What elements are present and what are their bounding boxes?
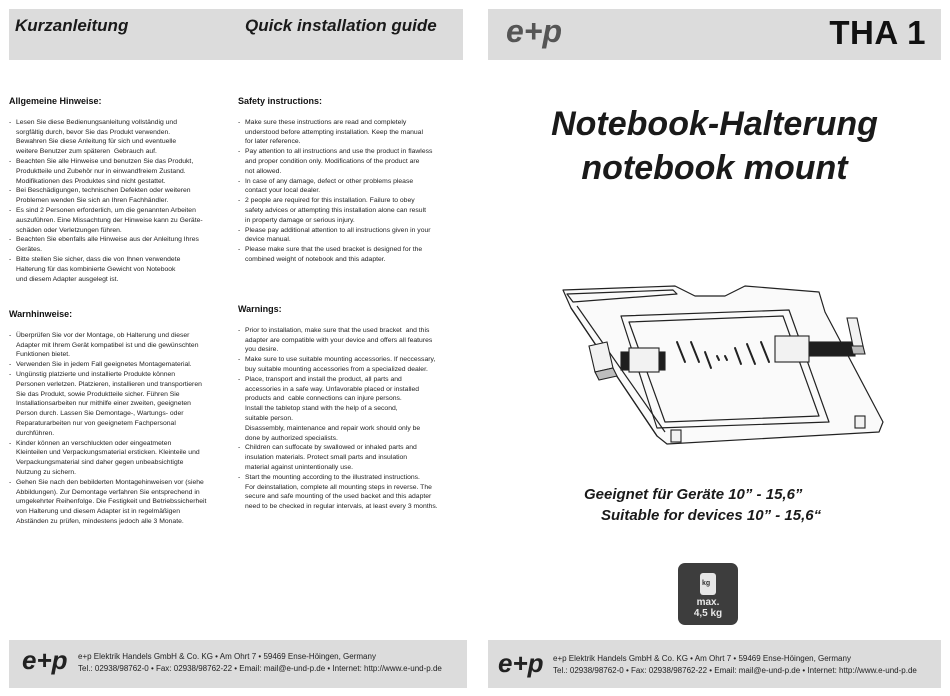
- footer-company-line: e+p Elektrik Handels GmbH & Co. KG • Am Ohrt 7 • 59469 Ense-Höingen, Germany: [553, 654, 851, 663]
- list-item: - Pay attention to all instructions and use the product in flawless and proper condition only. Modifications of the product are not allowed.: [238, 147, 468, 176]
- title-kurzanleitung: Kurzanleitung: [15, 16, 129, 35]
- footer-company-line: e+p Elektrik Handels GmbH & Co. KG • Am Ohrt 7 • 59469 Ense-Höingen, Germany: [78, 652, 376, 661]
- list-item: - Start the mounting according to the illustrated instructions. For deinstallation, complete all mounting steps in reverse. The secure and safe mounting of the used backet and this adapter need to be checked in regular intervals, at least every 3 months.: [238, 473, 468, 512]
- list-item: - Children can suffocate by swallowed or inhaled parts and insulation materials. Protect small parts and insulation material against unintentionally use.: [238, 443, 468, 472]
- list-item: - Bitte stellen Sie sicher, dass die von Ihnen verwendete Halterung für das kombinierte Gewicht von Notebook und diesem Adapter ausgelegt ist.: [9, 255, 234, 284]
- list-item: - Make sure these instructions are read and completely understood before attempting installation. Keep the manual for later reference.: [238, 118, 468, 147]
- section-general-notes-de: [9, 97, 234, 284]
- section-warnings-de: [9, 310, 234, 527]
- footer-contact-line: Tel.: 02938/98762-0 • Fax: 02938/98762-22 • Email: mail@e-und-p.de • Internet: http://www.e-und-p.de: [553, 666, 917, 675]
- footer-logo-right: e+p: [498, 648, 544, 678]
- section-heading: Warnhinweise:: [9, 309, 73, 319]
- brand-logo: e+p: [506, 13, 563, 49]
- max-label: max.: [696, 597, 720, 608]
- suitable-devices-en: Suitable for devices 10” - 15,6“: [601, 507, 822, 524]
- list-item: - Kinder können an verschluckten oder eingeatmeten Kleinteilen und Verpackungsmaterial ersticken. Kleinteile und Verpackungsmaterial sind daher gegen unbeabsichtigte Nutzung zu sichern.: [9, 439, 234, 478]
- list-item: - Gehen Sie nach den bebilderten Montagehinweisen vor (siehe Abbildungen). Zur Demontage verfahren Sie entsprechend in umgekehrter Reihenfolge. Die Festigkeit und Betriebssicherheit von Halterung und diesem Adapter ist in regelmäßigen Abständen zu prüfen, mindestens jedoch alle 3 Monate.: [9, 478, 234, 527]
- footer-address-right: [553, 653, 917, 677]
- list-item: - Lesen Sie diese Bedienungsanleitung vollständig und sorgfältig durch, bevor Sie das Produkt verwenden. Bewahren Sie diese Anleitung für sich und eventuelle weitere Benutzer zum späteren Gebrauch auf.: [9, 118, 234, 157]
- product-title-en: notebook mount: [581, 149, 848, 187]
- max-weight-badge: [678, 563, 738, 625]
- list-item: - In case of any damage, defect or other problems please contact your local dealer.: [238, 177, 468, 197]
- list-item: - Es sind 2 Personen erforderlich, um die genannten Arbeiten auszuführen. Eine Missachtung der Hinweise kann zu Geräte- schäden oder Verletzungen führen.: [9, 206, 234, 235]
- list-item: - Prior to installation, make sure that the used bracket and this adapter are compatible with your device and offers all features you desire.: [238, 326, 468, 355]
- list-item: - Ungünstig platzierte und installierte Produkte können Personen verletzen. Platzieren, installieren und transportieren Sie das Produkt, sowie Produktteile sicher. Führen Sie Installationsarbeiten nur mithilfe einer zweiten, geeigneten Person durch. Lassen Sie Demontage-, Wartungs- oder Reparaturarbeiten nur von geeignetem Fachpersonal durchführen.: [9, 370, 234, 439]
- section-heading: Warnings:: [238, 304, 282, 314]
- list-item: - 2 people are required for this installation. Failure to obey safety advices or attempting this installation alone can result in property damage or serious injury.: [238, 196, 468, 225]
- product-title-de: Notebook-Halterung: [551, 105, 878, 143]
- list-item: - Please pay additional attention to all instructions given in your device manual.: [238, 226, 468, 246]
- footer-logo-left: e+p: [22, 645, 68, 675]
- list-item: - Place, transport and install the product, all parts and accessories in a safe way. Unfavorable placed or installed products and cable connections can injure persons. Install the tabletop stand with the help of a second, suitable person. Disassembly, maintenance and repair work should only be done by authorized specialists.: [238, 375, 468, 444]
- footer-contact-line: Tel.: 02938/98762-0 • Fax: 02938/98762-22 • Email: mail@e-und-p.de • Internet: http://www.e-und-p.de: [78, 664, 442, 673]
- list-item: - Überprüfen Sie vor der Montage, ob Halterung und dieser Adapter mit Ihrem Gerät kompatibel ist und die gewünschten Funktionen bietet.: [9, 331, 234, 360]
- max-weight-value: 4,5 kg: [693, 608, 723, 619]
- footer-address-left: [78, 651, 442, 675]
- list-item: - Make sure to use suitable mounting accessories. If neccessary, buy suitable mounting accessories from a specialized dealer.: [238, 355, 468, 375]
- list-item: - Please make sure that the used bracket is designed for the combined weight of notebook and this adapter.: [238, 245, 468, 265]
- model-number: THA 1: [829, 14, 926, 51]
- list-item: - Beachten Sie alle Hinweise und benutzen Sie das Produkt, Produktteile und Zubehör nur in einwandfreiem Zustand. Modifikationen des Produktes sind nicht gestattet.: [9, 157, 234, 186]
- weight-icon: kg: [700, 573, 716, 595]
- section-safety-instructions-en: [238, 97, 468, 265]
- suitable-devices-de: Geeignet für Geräte 10” - 15,6”: [584, 486, 803, 503]
- list-item: - Beachten Sie ebenfalls alle Hinweise aus der Anleitung Ihres Gerätes.: [9, 235, 234, 255]
- section-heading: Safety instructions:: [238, 96, 323, 106]
- list-item: - Bei Beschädigungen, technischen Defekten oder weiteren Problemen wenden Sie sich an Ihren Fachhändler.: [9, 186, 234, 206]
- title-quick-installation-guide: Quick installation guide: [245, 16, 437, 35]
- section-warnings-en: [238, 305, 468, 512]
- notebook-mount-illustration: [557, 282, 887, 447]
- list-item: - Verwenden Sie in jedem Fall geeignetes Montagematerial.: [9, 360, 234, 370]
- section-heading: Allgemeine Hinweise:: [9, 96, 102, 106]
